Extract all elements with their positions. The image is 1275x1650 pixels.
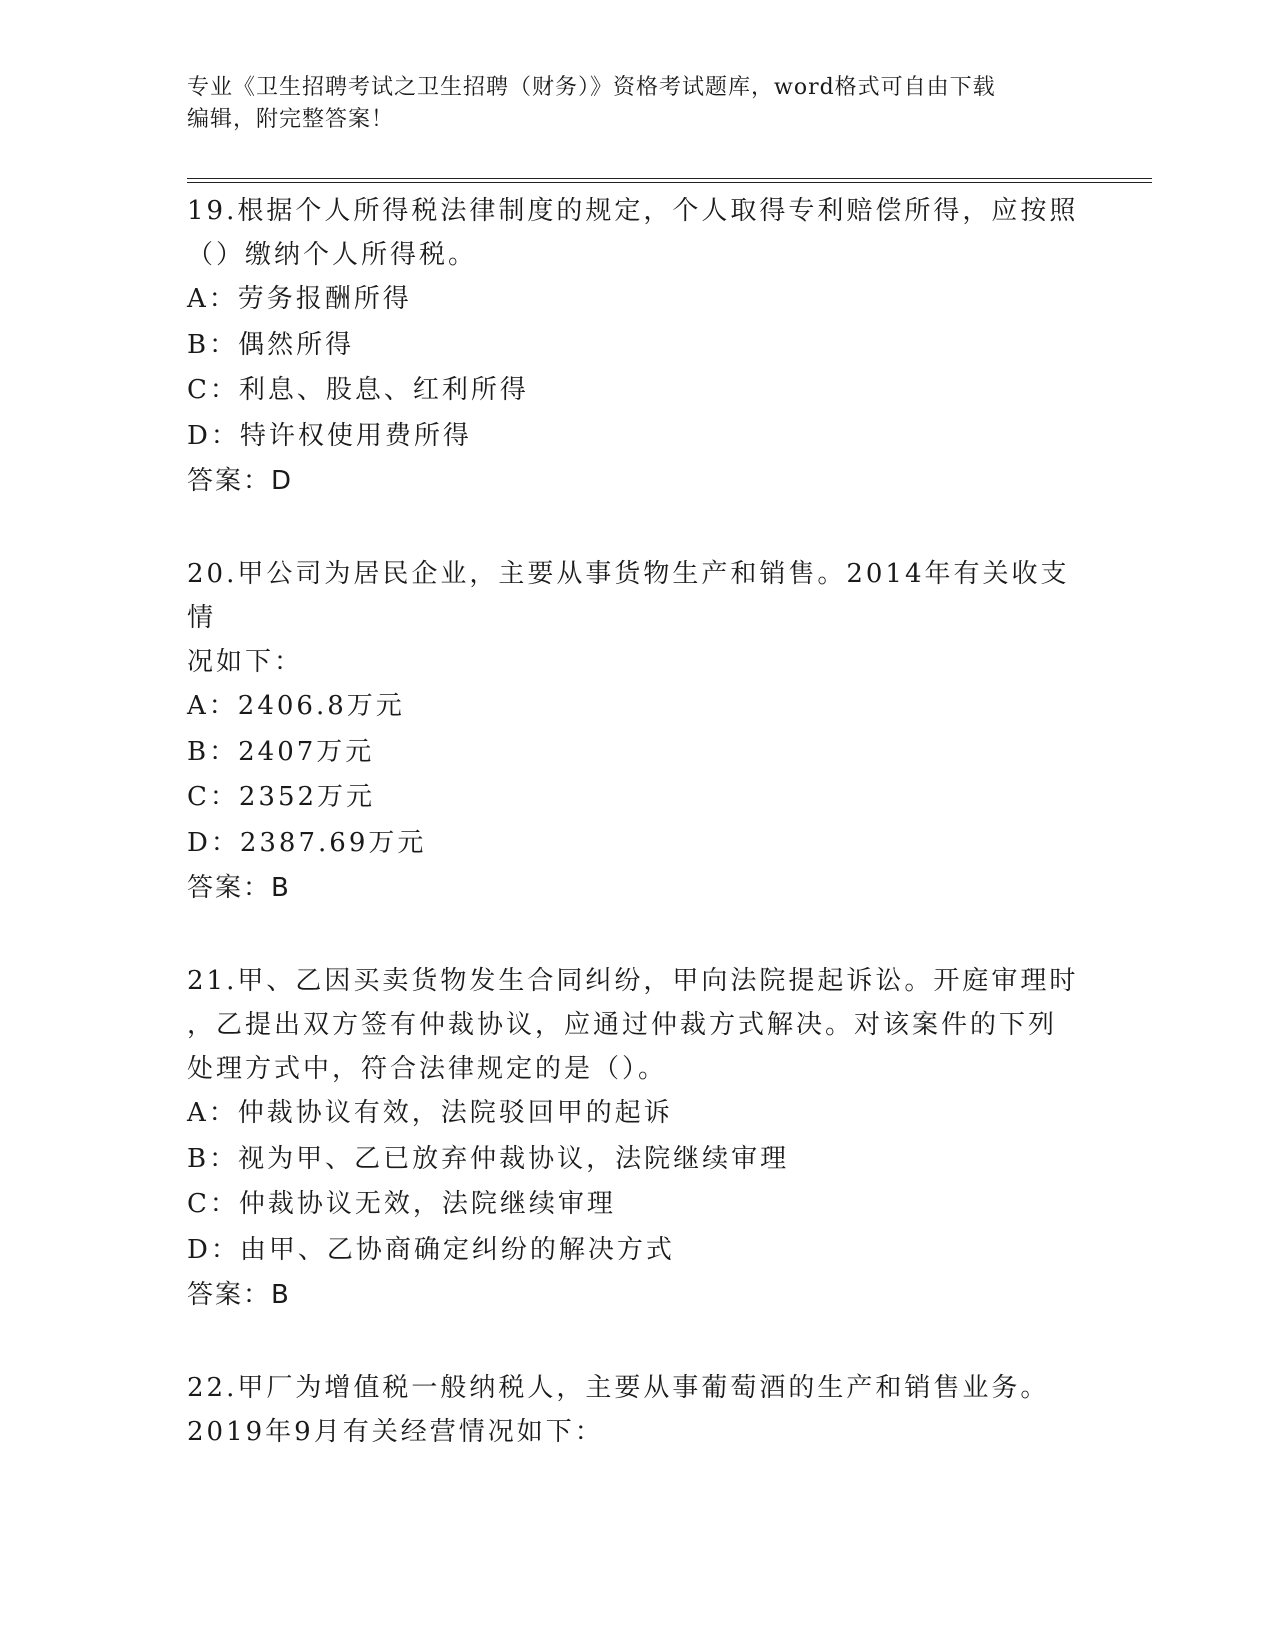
question-stem [187, 189, 1087, 277]
option-a: A：2406.8万元 [187, 691, 405, 721]
stem-line: 19.根据个人所得税法律制度的规定，个人取得专利赔偿所得，应按照 [187, 196, 1079, 226]
stem-line: 21.甲、乙因买卖货物发生合同纠纷，甲向法院提起诉讼。开庭审理时 [187, 966, 1079, 996]
option-b: B：视为甲、乙已放弃仲裁协议，法院继续审理 [187, 1143, 790, 1174]
stem-line: （）缴纳个人所得税。 [187, 240, 478, 270]
question-21 [187, 959, 1087, 1318]
stem-line: 22.甲厂为增值税一般纳税人，主要从事葡萄酒的生产和销售业务。 [187, 1373, 1050, 1403]
option-b: B：2407万元 [187, 736, 375, 767]
question-stem [187, 959, 1087, 1091]
question-19 [187, 189, 1087, 504]
question-22 [187, 1366, 1087, 1454]
stem-line: 20.甲公司为居民企业，主要从事货物生产和销售。2014年有关收支情 [187, 559, 1070, 633]
option-d: D：特许权使用费所得 [187, 420, 472, 451]
option-d: D：由甲、乙协商确定纠纷的解决方式 [187, 1234, 675, 1265]
option-a: A：仲裁协议有效，法院驳回甲的起诉 [187, 1098, 673, 1128]
header-divider-bottom [187, 182, 1152, 183]
option-b: B：偶然所得 [187, 329, 355, 360]
question-stem [187, 552, 1087, 684]
question-stem [187, 1366, 1087, 1454]
document-header [187, 72, 1067, 136]
header-divider-top [187, 178, 1152, 179]
option-a: A：劳务报酬所得 [187, 284, 412, 314]
stem-line: 2019年9月有关经营情况如下： [187, 1417, 604, 1447]
header-line-1: 专业《卫生招聘考试之卫生招聘（财务）》资格考试题库，word格式可自由下载 [187, 75, 996, 100]
answer: 答案：B [187, 873, 291, 903]
option-c: C：利息、股息、红利所得 [187, 375, 529, 405]
question-list [187, 189, 1087, 1502]
option-d: D：2387.69万元 [187, 827, 427, 858]
option-c: C：2352万元 [187, 782, 376, 812]
option-c: C：仲裁协议无效，法院继续审理 [187, 1189, 616, 1219]
stem-line: 处理方式中，符合法律规定的是（）。 [187, 1054, 668, 1084]
question-20 [187, 552, 1087, 911]
stem-line: 况如下： [187, 647, 304, 677]
answer: 答案：B [187, 1280, 291, 1310]
header-line-2: 编辑，附完整答案！ [187, 107, 395, 132]
stem-line: ，乙提出双方签有仲裁协议，应通过仲裁方式解决。对该案件的下列 [187, 1010, 1058, 1040]
answer: 答案：D [187, 466, 294, 496]
